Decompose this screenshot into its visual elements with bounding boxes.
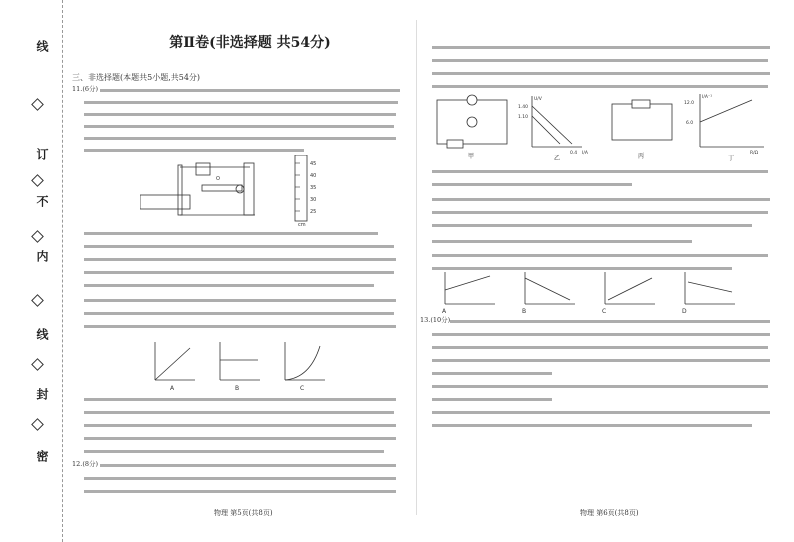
text-line	[84, 282, 374, 288]
text-line	[84, 310, 394, 316]
fig-yi-xval: 0.4	[570, 151, 578, 156]
text-line	[432, 409, 770, 415]
text-line	[84, 269, 394, 275]
binding-diamond	[31, 174, 44, 187]
graph-yi	[518, 96, 589, 162]
option-graph-b	[220, 342, 260, 390]
question-11-label	[72, 84, 98, 96]
text-line	[432, 383, 768, 389]
paper-section-title: 第Ⅱ卷(非选择题 共54分)	[169, 35, 331, 51]
text-line	[432, 83, 768, 89]
text-line	[432, 222, 752, 228]
binding-label: 封	[35, 388, 49, 400]
option-graph-d	[682, 272, 735, 314]
text-line	[432, 70, 770, 76]
text-line	[84, 99, 398, 105]
fig-yi-yval1: 1.40	[518, 105, 529, 110]
binding-diamond	[31, 294, 44, 307]
column-divider	[416, 20, 417, 515]
binding-diamond	[31, 98, 44, 111]
text-line	[432, 357, 770, 363]
option-graph-c	[602, 272, 655, 314]
question-score: (8分)	[82, 460, 99, 468]
q12-figures	[432, 92, 772, 162]
question-number: 11.	[72, 85, 83, 93]
text-line	[84, 323, 396, 329]
fig-ding-yval2: 6.0	[686, 121, 694, 126]
binding-strip	[0, 0, 63, 542]
text-line	[84, 297, 396, 303]
text-line	[84, 135, 396, 141]
question-12-label	[72, 459, 98, 471]
option-d-label: D	[682, 308, 687, 314]
option-c-label: C	[602, 308, 607, 314]
fig-scale-40: 40	[310, 173, 317, 179]
text-line	[84, 147, 304, 153]
binding-label: 线	[35, 40, 49, 52]
fig-scale-45: 45	[310, 161, 317, 167]
fig-yi-xunit: I/A	[582, 151, 588, 156]
text-line	[432, 422, 752, 428]
text-line	[432, 370, 552, 376]
fig-scale-30: 30	[310, 197, 317, 203]
fig-jia-label: 甲	[468, 153, 475, 160]
option-b-label: B	[235, 385, 240, 390]
fig-yi-yval2: 1.10	[518, 115, 529, 120]
text-line	[84, 243, 394, 249]
fig-label-o: O	[216, 176, 220, 182]
option-graph-c	[285, 342, 325, 390]
text-line	[84, 448, 384, 454]
text-line	[84, 111, 396, 117]
text-line	[432, 209, 768, 215]
option-c-label: C	[300, 385, 305, 390]
page-footer-right: 物理 第6页(共8页)	[580, 509, 639, 517]
text-line	[100, 462, 396, 468]
text-line	[84, 435, 396, 441]
fig-yi-label: 乙	[554, 155, 561, 162]
text-line	[432, 238, 692, 244]
question-13-label	[420, 315, 450, 327]
text-line	[84, 422, 396, 428]
binding-diamond	[31, 358, 44, 371]
graph-ding	[684, 94, 764, 162]
option-b-label: B	[522, 308, 527, 314]
text-line	[84, 488, 396, 494]
text-line	[432, 196, 770, 202]
text-line	[432, 331, 770, 337]
option-a-label: A	[442, 308, 447, 314]
binding-diamond	[31, 230, 44, 243]
text-line	[432, 181, 632, 187]
page-footer-left: 物理 第5页(共8页)	[214, 509, 273, 517]
fig-scale-25: 25	[310, 209, 317, 215]
fig-ding-label: 丁	[728, 155, 735, 162]
q11-apparatus-figure	[140, 155, 330, 227]
option-graph-a	[442, 272, 495, 314]
fig-bing-label: 丙	[638, 153, 645, 160]
binding-label: 不	[35, 195, 49, 207]
text-line	[432, 396, 552, 402]
text-line	[432, 344, 768, 350]
text-line	[450, 318, 770, 324]
binding-label: 密	[35, 450, 49, 462]
binding-label: 线	[35, 328, 49, 340]
binding-label: 内	[35, 250, 49, 262]
option-graph-b	[522, 272, 575, 314]
text-line	[432, 252, 768, 258]
binding-diamond	[31, 418, 44, 431]
section-heading: 三、非选择题(本题共5小题,共54分)	[72, 73, 201, 82]
question-score: (10分)	[430, 316, 451, 324]
text-line	[432, 44, 770, 50]
q12-option-graphs	[440, 270, 760, 314]
option-graph-a	[155, 342, 195, 390]
fig-ding-xunit: R/Ω	[750, 151, 759, 156]
text-line	[432, 168, 768, 174]
text-line	[84, 475, 396, 481]
text-line	[84, 256, 396, 262]
question-score: (6分)	[82, 85, 99, 93]
fig-scale-35: 35	[310, 185, 317, 191]
option-a-label: A	[170, 385, 175, 390]
binding-label: 订	[35, 148, 49, 160]
text-line	[84, 123, 394, 129]
fig-yi-yunit: U/V	[534, 97, 542, 102]
question-number: 12.	[72, 460, 83, 468]
fig-scale-unit: cm	[298, 222, 306, 227]
text-line	[84, 230, 378, 236]
text-line	[100, 87, 400, 93]
circuit-bing	[612, 100, 672, 160]
circuit-jia	[437, 95, 507, 160]
text-line	[84, 409, 394, 415]
text-line	[432, 57, 768, 63]
fig-ding-yval1: 12.0	[684, 101, 695, 106]
q11-option-graphs	[150, 340, 340, 390]
fig-ding-yunit: I/A⁻¹	[702, 95, 713, 100]
question-number: 13.	[420, 316, 431, 324]
text-line	[84, 396, 396, 402]
